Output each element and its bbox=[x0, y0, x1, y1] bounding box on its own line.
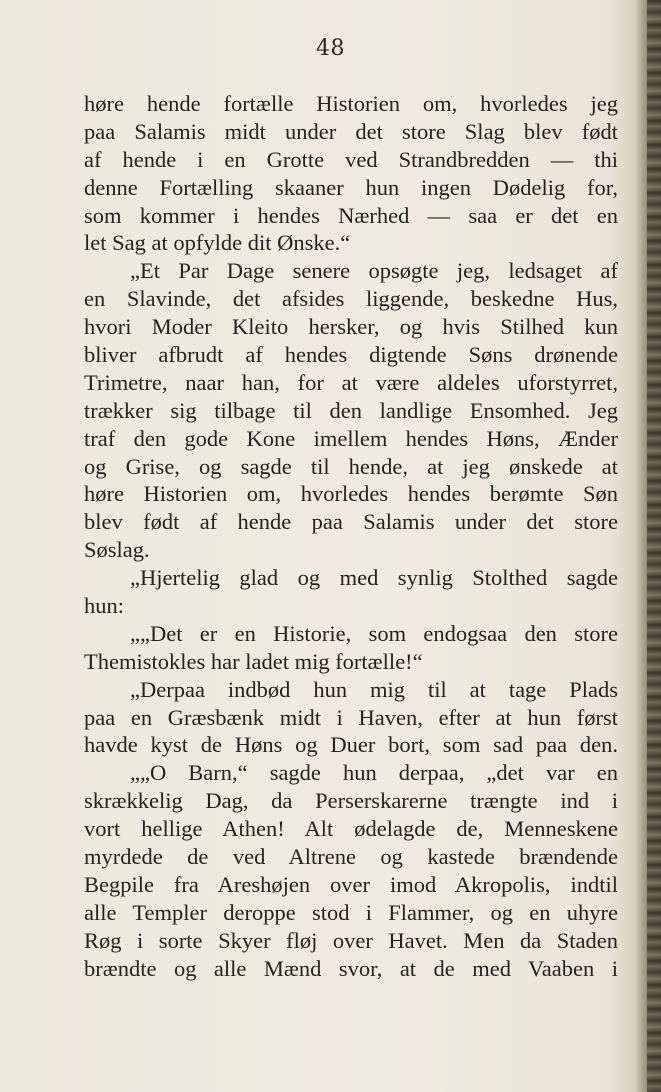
text-line: af hende i en Grotte ved Strandbredden — thi bbox=[84, 146, 618, 172]
text-line: Begpile fra Areshøjen over imod Akropolis, indtil bbox=[84, 871, 618, 897]
text-line: paa en Græsbænk midt i Haven, efter at hun først bbox=[84, 704, 618, 730]
text-line: let Sag at opfylde dit Ønske.“ bbox=[84, 230, 351, 256]
text-line: „Hjertelig glad og med synlig Stolthed sagde bbox=[130, 565, 618, 591]
text-line: blev født af hende paa Salamis under det store bbox=[84, 509, 618, 535]
text-line: vort hellige Athen! Alt ødelagde de, Menneskene bbox=[84, 816, 618, 842]
body-text bbox=[84, 90, 618, 983]
text-line: en Slavinde, det afsides liggende, beskedne Hus, bbox=[84, 286, 618, 312]
text-line: traf den gode Kone imellem hendes Høns, Ænder bbox=[84, 425, 618, 451]
text-line: brændte og alle Mænd svor, at de med Vaaben i bbox=[84, 955, 618, 981]
text-line: skrækkelig Dag, da Perserskarerne trængte ind i bbox=[84, 788, 618, 814]
text-line: „„O Barn,“ sagde hun derpaa, „det var en bbox=[130, 760, 618, 786]
text-line: høre Historien om, hvorledes hendes berømte Søn bbox=[84, 481, 618, 507]
text-line: myrdede de ved Altrene og kastede brændende bbox=[84, 844, 618, 870]
text-line: bliver afbrudt af hendes digtende Søns drønende bbox=[84, 342, 618, 368]
text-line: hun: bbox=[84, 593, 125, 619]
page-number: 48 bbox=[316, 36, 345, 61]
text-line: Trimetre, naar han, for at være aldeles uforstyrret, bbox=[84, 369, 618, 395]
text-line: Søslag. bbox=[84, 537, 150, 563]
text-line: „Et Par Dage senere opsøgte jeg, ledsaget af bbox=[130, 258, 618, 284]
text-line: paa Salamis midt under det store Slag blev født bbox=[84, 118, 618, 144]
text-line: denne Fortælling skaaner hun ingen Dødelig for, bbox=[84, 174, 618, 200]
text-line: „„Det er en Historie, som endogsaa den store bbox=[130, 620, 618, 646]
text-line: „Derpaa indbød hun mig til at tage Plads bbox=[130, 676, 618, 702]
text-line: alle Templer deroppe stod i Flammer, og en uhyre bbox=[84, 899, 618, 925]
text-line: Themistokles har ladet mig fortælle!“ bbox=[84, 648, 423, 674]
text-line: som kommer i hendes Nærhed — saa er det en bbox=[84, 202, 618, 228]
text-line: trækker sig tilbage til den landlige Ensomhed. Jeg bbox=[84, 397, 618, 423]
text-line: havde kyst de Høns og Duer bort, som sad paa den. bbox=[84, 732, 618, 758]
book-spine-edge bbox=[647, 0, 661, 1092]
text-line: høre hende fortælle Historien om, hvorledes jeg bbox=[84, 91, 618, 116]
text-line: Røg i sorte Skyer fløj over Havet. Men da Staden bbox=[84, 927, 618, 953]
text-line: og Grise, og sagde til hende, at jeg ønskede at bbox=[84, 453, 618, 479]
text-line: hvori Moder Kleito hersker, og hvis Stilhed kun bbox=[84, 314, 618, 340]
